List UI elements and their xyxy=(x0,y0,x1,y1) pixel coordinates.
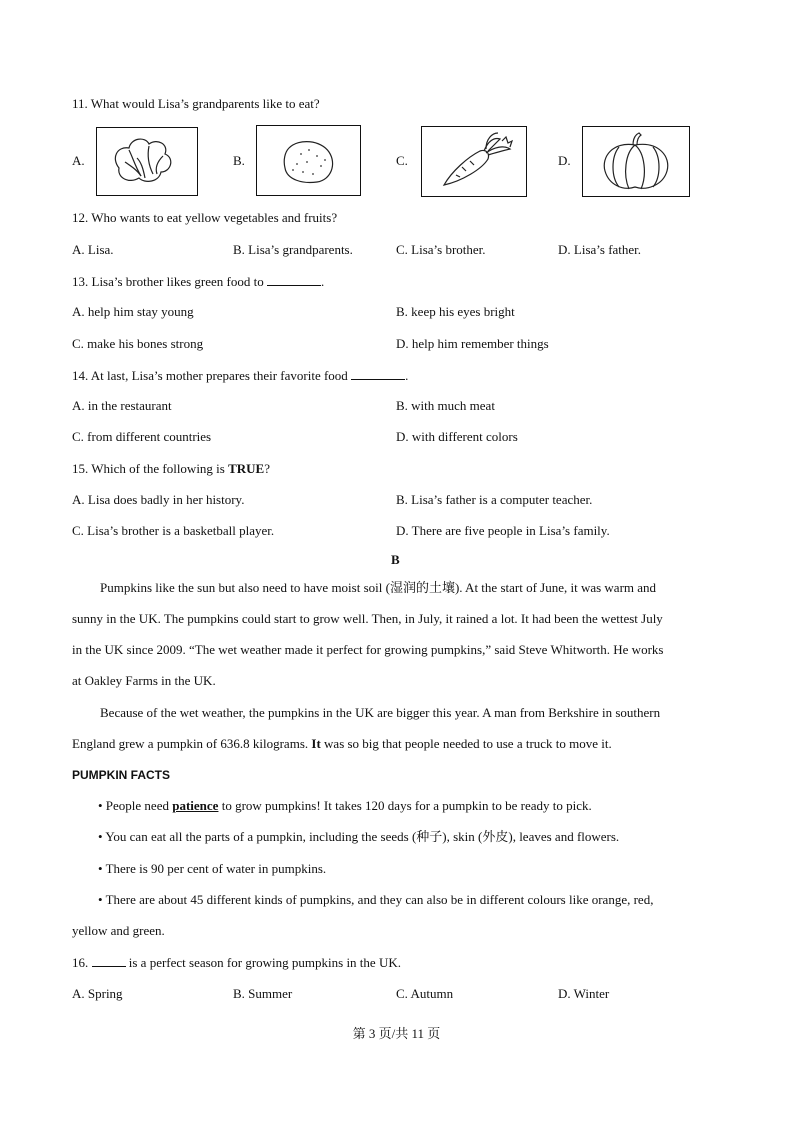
option-12-a: A. Lisa. xyxy=(72,242,114,257)
fact-text: • People need xyxy=(98,798,169,813)
section-heading-b: B xyxy=(391,552,400,567)
carrot-image xyxy=(421,126,527,197)
question-13 xyxy=(72,273,324,290)
option-14-d: D. with different colors xyxy=(396,429,518,444)
fact-item: • You can eat all the parts of a pumpkin, including the seeds (种子), skin (外皮), leaves and flowers. xyxy=(98,829,620,844)
carrot-icon xyxy=(422,127,526,196)
question-15-text: 15. Which of the following is xyxy=(72,461,225,476)
answer-blank xyxy=(351,367,405,380)
passage-text: was so big that people needed to use a truck to move it. xyxy=(324,736,612,751)
question-14-end: . xyxy=(405,368,409,383)
passage-text: England grew a pumpkin of 636.8 kilograms. xyxy=(72,736,309,751)
pumpkin-icon xyxy=(583,127,689,196)
option-16-c: C. Autumn xyxy=(396,986,454,1001)
option-11-a-letter: A. xyxy=(72,153,85,168)
fact-text: to grow pumpkins! It takes 120 days for a pumpkin to be ready to pick. xyxy=(221,798,592,813)
option-14-b: B. with much meat xyxy=(396,398,495,413)
option-12-b: B. Lisa’s grandparents. xyxy=(233,242,353,257)
passage-line: Because of the wet weather, the pumpkins in the UK are bigger this year. A man from Berkshire in southern xyxy=(100,705,661,720)
option-15-c: C. Lisa’s brother is a basketball player. xyxy=(72,523,275,538)
question-15 xyxy=(72,461,270,477)
lettuce-image xyxy=(96,127,198,196)
option-13-d: D. help him remember things xyxy=(396,336,549,351)
question-16-number: 16. xyxy=(72,955,89,970)
passage-line: at Oakley Farms in the UK. xyxy=(72,673,216,688)
question-15-keyword: TRUE xyxy=(228,461,265,476)
option-16-d: D. Winter xyxy=(558,986,610,1001)
question-13-end: . xyxy=(320,274,325,289)
question-14 xyxy=(72,367,408,384)
passage-line xyxy=(72,736,712,752)
option-11-b-letter: B. xyxy=(233,153,245,168)
option-13-c: C. make his bones strong xyxy=(72,336,204,351)
fact-item: • There is 90 per cent of water in pumpkins. xyxy=(98,861,327,876)
page-number: 第 3 页/共 11 页 xyxy=(352,1026,441,1041)
question-11: 11. What would Lisa’s grandparents like to eat? xyxy=(72,96,320,111)
question-16-text: is a perfect season for growing pumpkins in the UK. xyxy=(128,955,401,970)
question-15-end: ? xyxy=(264,461,271,476)
question-14-text: 14. At last, Lisa’s mother prepares their favorite food xyxy=(72,368,348,383)
question-12: 12. Who wants to eat yellow vegetables and fruits? xyxy=(72,210,338,225)
lettuce-icon xyxy=(97,128,197,195)
question-13-text: 13. Lisa’s brother likes green food to xyxy=(72,274,264,289)
option-11-c-letter: C. xyxy=(396,153,408,168)
option-16-a: A. Spring xyxy=(72,986,123,1001)
passage-line: in the UK since 2009. “The wet weather made it perfect for growing pumpkins,” said Steve Whitworth. He works xyxy=(72,642,664,657)
option-12-c: C. Lisa’s brother. xyxy=(396,242,486,257)
option-13-a: A. help him stay young xyxy=(72,304,194,319)
passage-line: sunny in the UK. The pumpkins could start to grow well. Then, in July, it rained a lot. It had been the wettest July xyxy=(72,611,663,626)
fact-item: • There are about 45 different kinds of pumpkins, and they can also be in different colours like orange, red, xyxy=(98,892,654,907)
fact-item xyxy=(72,798,712,814)
passage-keyword: It xyxy=(311,736,321,751)
answer-blank xyxy=(92,954,126,967)
option-15-a: A. Lisa does badly in her history. xyxy=(72,492,245,507)
fact-keyword: patience xyxy=(172,798,219,813)
passage-line: Pumpkins like the sun but also need to have moist soil (湿润的土壤). At the start of June, it was warm and xyxy=(100,580,657,595)
question-16 xyxy=(72,954,401,971)
option-16-b: B. Summer xyxy=(233,986,293,1001)
option-13-b: B. keep his eyes bright xyxy=(396,304,515,319)
answer-blank xyxy=(267,273,321,286)
option-14-a: A. in the restaurant xyxy=(72,398,172,413)
option-11-d-letter: D. xyxy=(558,153,571,168)
potato-image xyxy=(256,125,361,196)
potato-icon xyxy=(257,126,360,195)
option-12-d: D. Lisa’s father. xyxy=(558,242,642,257)
pumpkin-image xyxy=(582,126,690,197)
fact-item-continued: yellow and green. xyxy=(72,923,165,938)
option-14-c: C. from different countries xyxy=(72,429,212,444)
option-15-d: D. There are five people in Lisa’s family. xyxy=(396,523,610,538)
facts-heading: PUMPKIN FACTS xyxy=(72,768,171,782)
option-15-b: B. Lisa’s father is a computer teacher. xyxy=(396,492,593,507)
